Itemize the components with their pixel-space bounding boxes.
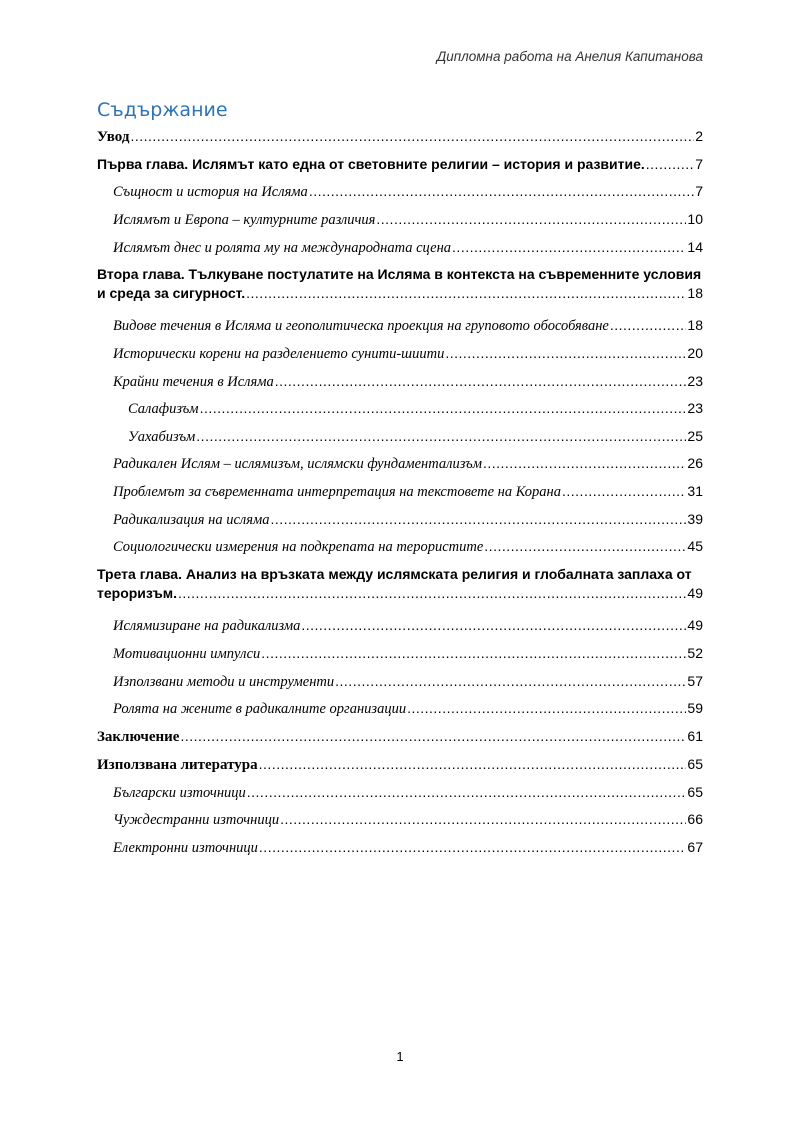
chapter-3-line-1: Трета глава. Анализ на връзката между ислямската религия и глобалната заплаха от [97, 566, 692, 582]
chapter-3-line-2: тероризъм. [97, 585, 177, 601]
toc-entry-section[interactable]: Видове течения в Исляма и геополитическа проекция на груповото обособяване ..... 18 [97, 316, 703, 335]
chapter-2-line-1: Втора глава. Тълкуване постулатите на Исляма в контекста на съвременните условия [97, 266, 702, 282]
toc-entry-section[interactable]: Ислямизиране на радикализма ..... 49 [97, 616, 703, 635]
toc-entry-section[interactable]: Радикализация на исляма ..... 39 [97, 510, 703, 529]
header-author: Анелия Капитанова [575, 49, 703, 64]
running-header [437, 49, 703, 64]
toc-entry-subsection[interactable]: Уахабизъм ..... 25 [97, 427, 703, 446]
toc-entry-intro[interactable]: Увод ..... 2 [97, 127, 703, 146]
toc-entry-chapter-2[interactable]: Втора глава. Тълкуване постулатите на Исляма в контекста на съвременните условия и среда за сигурност. ..... 18 [97, 265, 703, 303]
toc-entry-section[interactable]: Ислямът днес и ролята му на международната сцена ..... 14 [97, 238, 703, 257]
header-prefix: Дипломна работа на [436, 49, 576, 64]
toc-entry-section[interactable]: Чуждестранни източници ..... 66 [97, 810, 703, 829]
toc-entry-section[interactable]: Български източници ..... 65 [97, 783, 703, 802]
toc-entry-section[interactable]: Крайни течения в Исляма ..... 23 [97, 372, 703, 391]
toc-entry-section[interactable]: Проблемът за съвременната интерпретация на текстовете на Корана ..... 31 [97, 482, 703, 501]
toc-entry-subsection[interactable]: Салафизъм ..... 23 [97, 399, 703, 418]
toc-entry-section[interactable]: Радикален Ислям – ислямизъм, ислямски фундаментализъм ..... 26 [97, 454, 703, 473]
toc-entry-references[interactable]: Използвана литература ..... 65 [97, 755, 703, 774]
toc-entry-section[interactable]: Електронни източници ..... 67 [97, 838, 703, 857]
toc-entry-section[interactable]: Ислямът и Европа – културните различия ..... 10 [97, 210, 703, 229]
toc-title: Съдържание [97, 99, 228, 121]
toc-entry-section[interactable]: Социологически измерения на подкрепата на терористите ..... 45 [97, 537, 703, 556]
toc-entry-section[interactable]: Ролята на жените в радикалните организации ..... 59 [97, 699, 703, 718]
toc-entry-chapter-3[interactable]: Трета глава. Анализ на връзката между ислямската религия и глобалната заплаха от тероризъм. ..... 49 [97, 565, 703, 603]
toc-entry-section[interactable]: Същност и история на Исляма ..... 7 [97, 182, 703, 201]
toc-entry-chapter-1[interactable]: Първа глава. Ислямът като една от световните религии – история и развитие. ..... 7 [97, 155, 703, 174]
toc-entry-section[interactable]: Мотивационни импулси ..... 52 [97, 644, 703, 663]
toc-entry-section[interactable]: Използвани методи и инструменти ..... 57 [97, 672, 703, 691]
page-number: 1 [396, 1049, 404, 1064]
toc-entry-conclusion[interactable]: Заключение ..... 61 [97, 727, 703, 746]
toc-entry-section[interactable]: Исторически корени на разделението сунити-шиити ..... 20 [97, 344, 703, 363]
chapter-2-line-2: и среда за сигурност. [97, 285, 246, 301]
